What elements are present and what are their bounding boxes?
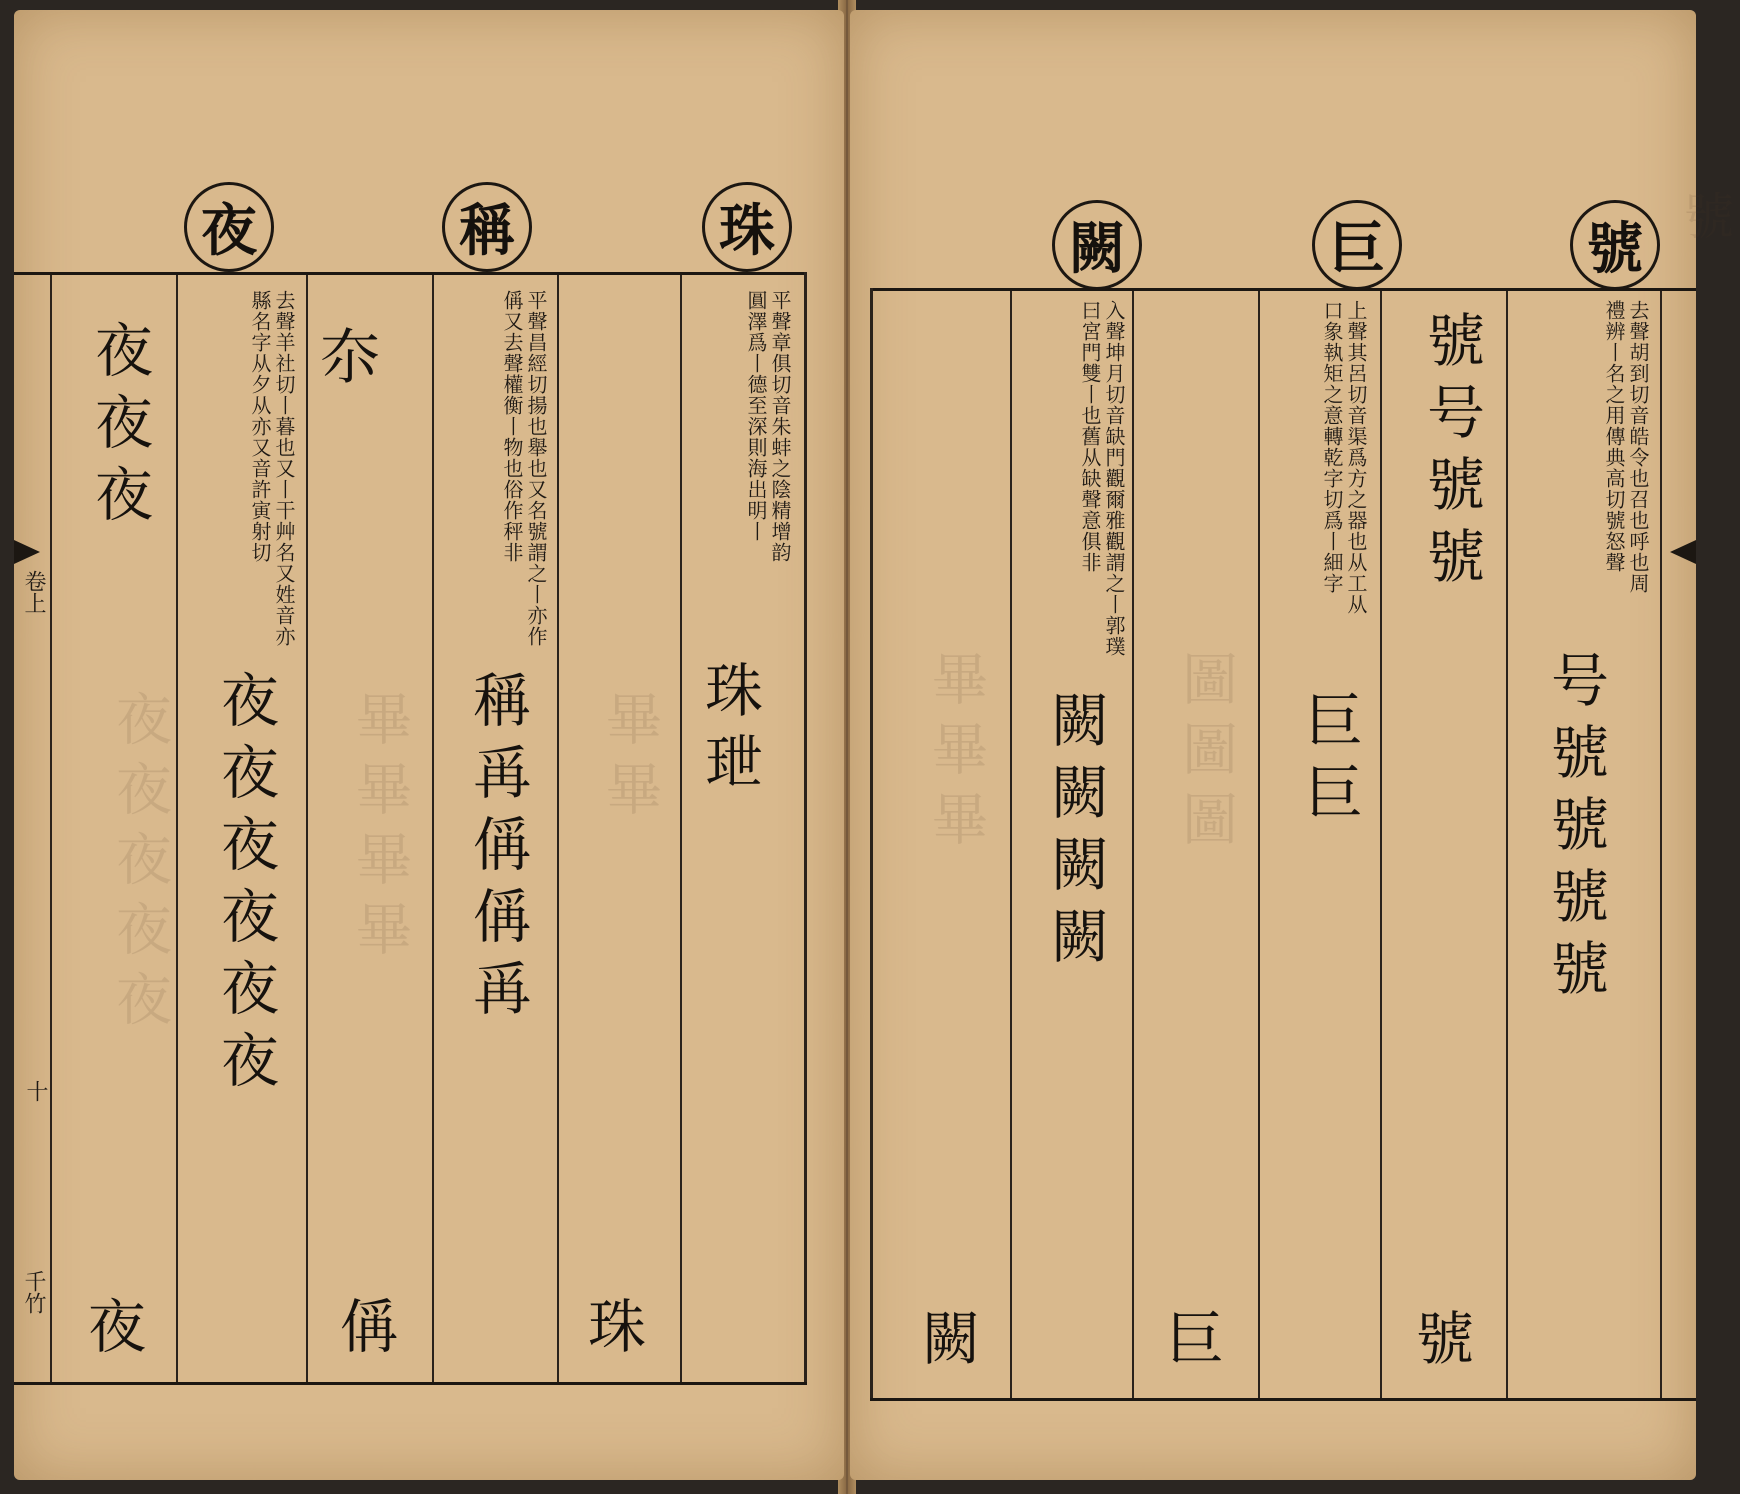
right-frame-bottom [870, 1398, 1696, 1401]
headword-circle: 闕 [1052, 200, 1142, 290]
column-divider [1132, 291, 1134, 1398]
column-divider [306, 275, 308, 1382]
column-variants: 夜夜夜 [85, 320, 153, 536]
entry-gloss: 平聲章俱切音朱蚌之陰精增韵圓澤爲丨德至深則海出明丨 [744, 290, 792, 563]
headword-circle: 珠 [702, 182, 792, 272]
left-frame-top [14, 272, 804, 275]
headword-circle: 夜 [184, 182, 274, 272]
entry-foot: 夜 [88, 1293, 147, 1361]
column-divider [680, 275, 682, 1382]
headword-circle: 巨 [1312, 200, 1402, 290]
headword-circle: 稱 [442, 182, 532, 272]
entry-variants: 號号號號 [1417, 310, 1485, 598]
fishtail-mark [14, 540, 40, 564]
entry-foot: 偁 [340, 1293, 399, 1361]
entry-gloss: 上聲其呂切音渠爲方之器也从工从口象執矩之意轉乾字切爲丨細字 [1320, 300, 1368, 615]
folio-number: 十 [23, 1080, 48, 1102]
column-divider [1258, 291, 1260, 1398]
column-divider [1010, 291, 1012, 1398]
entry-variants: 珠𤤙 [695, 660, 763, 804]
entry-variants: 夜夜夜夜夜夜 [211, 670, 279, 1102]
left-frame-right [804, 272, 807, 1384]
column-divider [176, 275, 178, 1382]
ornament-glyph: 夵 [320, 323, 380, 393]
right-frame-top [870, 288, 1696, 291]
show-through-text: 圖圖圖 [1173, 650, 1238, 860]
right-frame-left [870, 288, 873, 1400]
entry-gloss: 去聲羊社切丨暮也又丨干艸名又姓音亦縣名字从夕从亦又音許寅射切 [248, 290, 296, 647]
right-page [850, 10, 1734, 1480]
column-divider [1380, 291, 1382, 1398]
column-divider [50, 275, 52, 1382]
show-through-text: 號 [1676, 190, 1734, 254]
entry-gloss: 平聲昌經切揚也舉也又名號謂之丨亦作偁又去聲權衡丨物也俗作秤非 [500, 290, 548, 647]
entry-foot: 珠 [588, 1293, 647, 1361]
column-divider [1506, 291, 1508, 1398]
volume-label: 卷上 [21, 570, 46, 614]
show-through-text: 畢畢畢 [923, 650, 988, 860]
entry-variants: 闕闕闕闕 [1041, 690, 1109, 978]
column-divider [432, 275, 434, 1382]
show-through-text: 畢畢 [597, 690, 662, 830]
show-through-text: 夜夜夜夜夜 [107, 690, 172, 1040]
show-through-text: 畢畢畢畢 [347, 690, 412, 970]
entry-variants: 巨巨 [1295, 690, 1363, 834]
entry-gloss: 入聲坤月切音缺門觀爾雅觀謂之丨郭璞曰宮門雙丨也舊从缺聲意俱非 [1078, 300, 1126, 657]
entry-foot: 號 [1416, 1305, 1475, 1373]
left-page [14, 10, 844, 1480]
source-label: 千竹 [21, 1270, 46, 1314]
entry-gloss: 去聲胡到切音皓令也召也呼也周禮辨丨名之用傳典高切號怒聲 [1602, 300, 1650, 594]
headword-circle: 號 [1570, 200, 1660, 290]
entry-variants: 号號號號號 [1541, 650, 1609, 1010]
column-divider [1660, 291, 1662, 1398]
entry-foot: 闕 [922, 1305, 981, 1373]
entry-variants: 稱爯偁偁爯 [463, 670, 531, 1030]
column-divider [557, 275, 559, 1382]
fishtail-mark [1670, 540, 1696, 564]
entry-foot: 巨 [1166, 1305, 1225, 1373]
